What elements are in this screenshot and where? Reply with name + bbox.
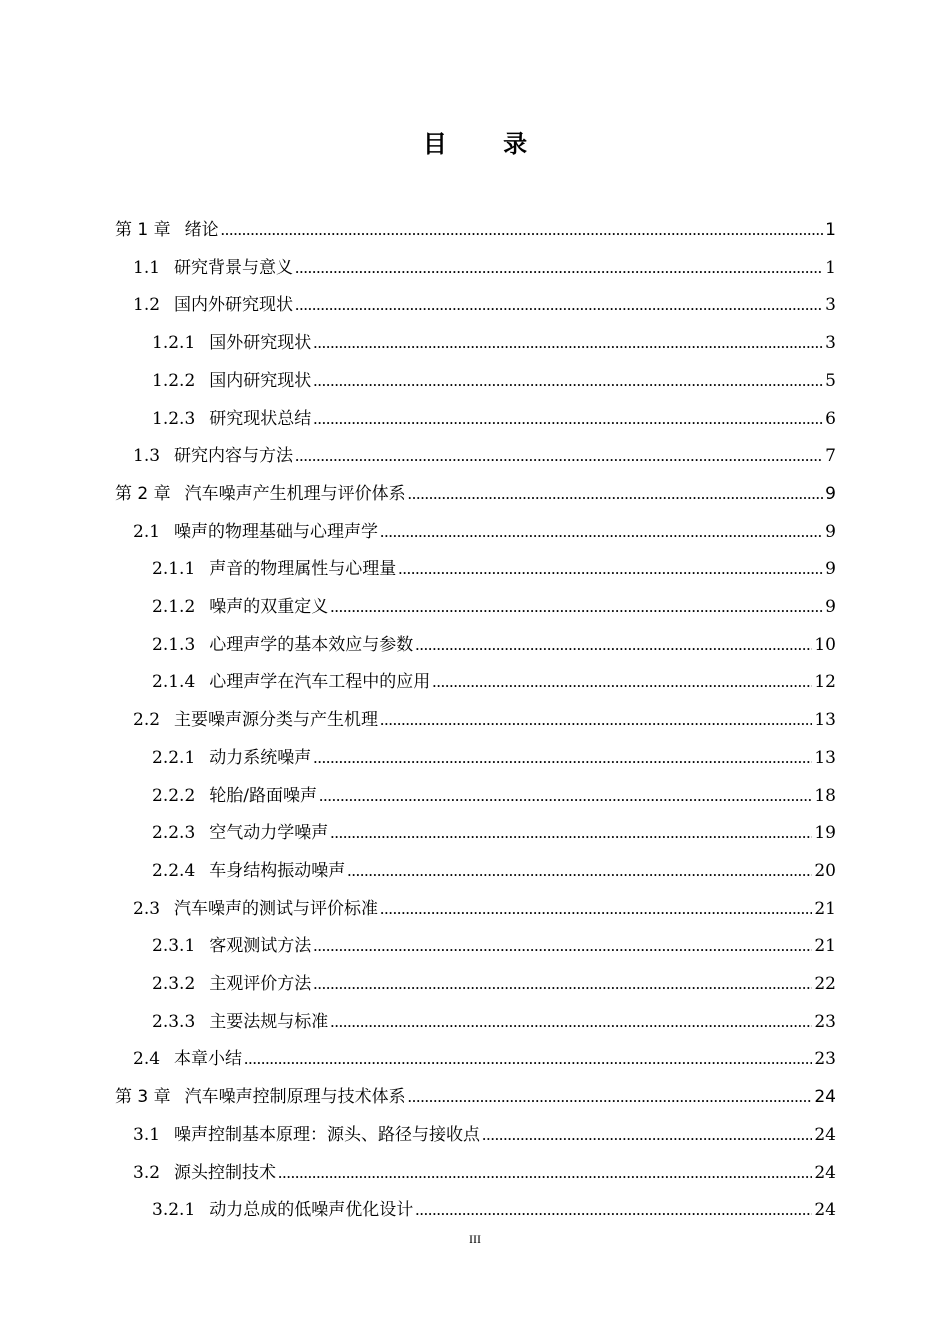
toc-entry-page-number: 10 xyxy=(814,634,836,655)
toc-entry-label xyxy=(152,740,311,776)
toc-entry-label xyxy=(152,1192,413,1228)
toc-entry-label xyxy=(133,1117,480,1153)
toc-entry[interactable] xyxy=(152,1004,836,1040)
toc-entry-label xyxy=(133,891,378,927)
dot-leader xyxy=(313,740,812,776)
toc-entry-title: 主要噪声源分类与产生机理 xyxy=(174,710,379,731)
dot-leader xyxy=(432,664,812,700)
toc-entry-number: 2.4 xyxy=(133,1049,161,1070)
toc-entry-title: 心理声学的基本效应与参数 xyxy=(209,634,414,655)
toc-entry-label xyxy=(152,401,311,437)
toc-entry-page-number: 7 xyxy=(825,446,836,467)
toc-entry-page-number: 1 xyxy=(825,257,836,278)
toc-entry-label xyxy=(152,1004,328,1040)
dot-leader xyxy=(313,928,812,964)
toc-entry-label xyxy=(133,514,378,550)
dot-leader xyxy=(330,815,812,851)
toc-entry-number: 1.2.2 xyxy=(152,370,196,391)
toc-entry-page-number: 9 xyxy=(825,483,836,504)
toc-entry[interactable] xyxy=(133,891,836,927)
toc-entry-label xyxy=(133,702,378,738)
toc-entry-title: 研究现状总结 xyxy=(209,408,312,429)
toc-entry-number: 1.3 xyxy=(133,446,161,467)
toc-entry-title: 汽车噪声产生机理与评价体系 xyxy=(184,483,406,504)
toc-entry-title: 客观测试方法 xyxy=(209,936,312,957)
toc-entry-number: 第 2 章 xyxy=(115,483,171,504)
toc-entry-number: 第 3 章 xyxy=(115,1087,171,1108)
dot-leader xyxy=(380,702,812,738)
page-title: 目 录 xyxy=(422,130,552,158)
toc-entry-page-number: 24 xyxy=(814,1162,836,1183)
toc-entry-label xyxy=(152,551,396,587)
toc-entry-page-number: 13 xyxy=(814,710,836,731)
toc-entry[interactable] xyxy=(152,664,836,700)
dot-leader xyxy=(221,212,824,248)
toc-entry[interactable] xyxy=(133,438,836,474)
toc-entry[interactable] xyxy=(152,325,836,361)
toc-entry-page-number: 13 xyxy=(814,747,836,768)
toc-entry-page-number: 23 xyxy=(814,1011,836,1032)
toc-entry-number: 2.2.3 xyxy=(152,823,196,844)
toc-entry-number: 2.2.1 xyxy=(152,747,196,768)
toc-entry-page-number: 21 xyxy=(814,936,836,957)
toc-entry-title: 噪声控制基本原理：源头、路径与接收点 xyxy=(174,1124,481,1145)
toc-entry-number: 1.2.3 xyxy=(152,408,196,429)
toc-entry-label xyxy=(115,476,406,512)
dot-leader xyxy=(408,1079,813,1115)
toc-entry-page-number: 23 xyxy=(814,1049,836,1070)
toc-entry-title: 动力系统噪声 xyxy=(209,747,312,768)
toc-entry-number: 2.2.2 xyxy=(152,785,196,806)
dot-leader xyxy=(380,891,812,927)
dot-leader xyxy=(313,966,812,1002)
toc-entry[interactable] xyxy=(152,928,836,964)
dot-leader xyxy=(398,551,823,587)
toc-entry[interactable] xyxy=(152,627,836,663)
toc-chapter-entry[interactable] xyxy=(115,1079,836,1115)
toc-entry-number: 2.1.2 xyxy=(152,597,196,617)
toc-entry-label xyxy=(152,589,328,625)
toc-entry-page-number: 9 xyxy=(825,521,836,542)
toc-entry[interactable] xyxy=(152,966,836,1002)
toc-entry-number: 第 1 章 xyxy=(115,220,171,240)
dot-leader xyxy=(313,401,823,437)
toc-entry-label xyxy=(152,928,311,964)
toc-entry-page-number: 6 xyxy=(825,408,836,429)
toc-entry-number: 2.2 xyxy=(133,710,161,731)
toc-entry-page-number: 21 xyxy=(814,898,836,919)
dot-leader xyxy=(408,476,824,512)
toc-entry-number: 2.1.1 xyxy=(152,559,196,580)
toc-entry-label xyxy=(152,325,311,361)
dot-leader xyxy=(482,1117,812,1153)
toc-entry[interactable] xyxy=(152,740,836,776)
dot-leader xyxy=(330,589,823,625)
toc-entry-title: 研究内容与方法 xyxy=(174,446,294,467)
toc-entry-page-number: 12 xyxy=(814,672,836,693)
toc-entry-label xyxy=(133,287,293,323)
toc-entry-title: 车身结构振动噪声 xyxy=(209,860,346,881)
toc-entry[interactable] xyxy=(133,514,836,550)
toc-entry-title: 国内外研究现状 xyxy=(174,295,294,316)
toc-entry-number: 2.1 xyxy=(133,521,161,542)
toc-entry[interactable] xyxy=(133,702,836,738)
toc-entry[interactable] xyxy=(152,551,836,587)
toc-entry-number: 1.1 xyxy=(133,257,161,278)
toc-entry-title: 汽车噪声控制原理与技术体系 xyxy=(184,1087,406,1108)
toc-entry-page-number: 5 xyxy=(825,370,836,391)
dot-leader xyxy=(278,1155,812,1191)
toc-entry-title: 主要法规与标准 xyxy=(209,1011,329,1032)
dot-leader xyxy=(347,853,812,889)
dot-leader xyxy=(415,627,812,663)
dot-leader xyxy=(295,250,823,286)
toc-entry-title: 研究背景与意义 xyxy=(174,257,294,278)
toc-entry-page-number: 19 xyxy=(814,823,836,844)
toc-entry-page-number: 24 xyxy=(814,1200,836,1221)
toc-entry-page-number: 24 xyxy=(814,1087,836,1108)
dot-leader xyxy=(313,363,823,399)
toc-entry[interactable] xyxy=(133,1041,836,1077)
toc-entry-title: 心理声学在汽车工程中的应用 xyxy=(209,672,431,693)
toc-entry-label xyxy=(152,627,413,663)
toc-entry[interactable] xyxy=(133,287,836,323)
toc-entry[interactable] xyxy=(152,778,836,814)
toc-entry[interactable] xyxy=(133,1155,836,1191)
toc-entry-number: 2.1.4 xyxy=(152,672,196,693)
toc-entry-title: 声音的物理属性与心理量 xyxy=(209,559,397,580)
toc-chapter-entry[interactable] xyxy=(115,212,836,248)
toc-entry-label xyxy=(133,1155,276,1191)
toc-entry-number: 2.3.2 xyxy=(152,974,196,994)
toc-entry[interactable] xyxy=(152,363,836,399)
toc-entry-page-number: 18 xyxy=(814,785,836,806)
toc-entry-label xyxy=(152,853,345,889)
toc-entry-number: 3.1 xyxy=(133,1124,161,1145)
toc-entry-page-number: 22 xyxy=(814,974,836,994)
toc-entry[interactable] xyxy=(133,250,836,286)
toc-entry-number: 2.3.1 xyxy=(152,936,196,957)
toc-chapter-entry[interactable] xyxy=(115,476,836,512)
toc-entry-title: 国内研究现状 xyxy=(209,370,312,391)
dot-leader xyxy=(295,438,823,474)
toc-entry-label xyxy=(115,1079,406,1115)
toc-entry-number: 1.2.1 xyxy=(152,333,196,354)
dot-leader xyxy=(330,1004,812,1040)
toc-entry[interactable] xyxy=(152,1192,836,1228)
dot-leader xyxy=(415,1192,812,1228)
toc-entry-page-number: 9 xyxy=(825,597,836,617)
toc-entry-label xyxy=(152,664,430,700)
toc-entry-title: 动力总成的低噪声优化设计 xyxy=(209,1200,414,1221)
toc-entry-page-number: 1 xyxy=(825,220,836,240)
toc-entry-page-number: 9 xyxy=(825,559,836,580)
toc-entry-number: 1.2 xyxy=(133,295,161,316)
toc-entry-number: 2.3 xyxy=(133,898,161,919)
dot-leader xyxy=(244,1041,812,1077)
toc-entry-title: 空气动力学噪声 xyxy=(209,823,329,844)
toc-entry[interactable] xyxy=(152,815,836,851)
dot-leader xyxy=(295,287,823,323)
toc-entry-label xyxy=(115,212,219,248)
page-footer-number: III xyxy=(469,1232,481,1246)
toc-entry-label xyxy=(152,778,317,814)
toc-entry-title: 国外研究现状 xyxy=(209,333,312,354)
toc-entry-title: 噪声的物理基础与心理声学 xyxy=(174,521,379,542)
toc-entry-page-number: 20 xyxy=(814,860,836,881)
toc-entry-number: 3.2 xyxy=(133,1162,161,1183)
toc-entry-number: 2.2.4 xyxy=(152,860,196,881)
toc-entry-page-number: 3 xyxy=(825,333,836,354)
toc-entry-title: 汽车噪声的测试与评价标准 xyxy=(174,898,379,919)
toc-entry-title: 绪论 xyxy=(184,220,219,240)
dot-leader xyxy=(380,514,823,550)
toc-entry[interactable] xyxy=(152,853,836,889)
toc-entry-label xyxy=(133,1041,242,1077)
toc-entry-label xyxy=(152,815,328,851)
toc-entry-title: 本章小结 xyxy=(174,1049,243,1070)
toc-entry-label xyxy=(133,438,293,474)
toc-entry-number: 3.2.1 xyxy=(152,1200,196,1221)
toc-entry-number: 2.3.3 xyxy=(152,1011,196,1032)
toc-entry-page-number: 3 xyxy=(825,295,836,316)
toc-entry[interactable] xyxy=(133,1117,836,1153)
toc-entry[interactable] xyxy=(152,401,836,437)
toc-entry-title: 源头控制技术 xyxy=(174,1162,277,1183)
toc-entry[interactable] xyxy=(152,589,836,625)
dot-leader xyxy=(319,778,812,814)
toc-entry-label xyxy=(133,250,293,286)
toc-entry-label xyxy=(152,363,311,399)
toc-entry-number: 2.1.3 xyxy=(152,634,196,655)
toc-entry-title: 主观评价方法 xyxy=(209,974,312,994)
toc-entry-page-number: 24 xyxy=(814,1124,836,1145)
toc-entry-title: 噪声的双重定义 xyxy=(209,597,329,617)
toc-entry-title: 轮胎/路面噪声 xyxy=(209,785,317,806)
dot-leader xyxy=(313,325,823,361)
toc-entry-label xyxy=(152,966,311,1002)
